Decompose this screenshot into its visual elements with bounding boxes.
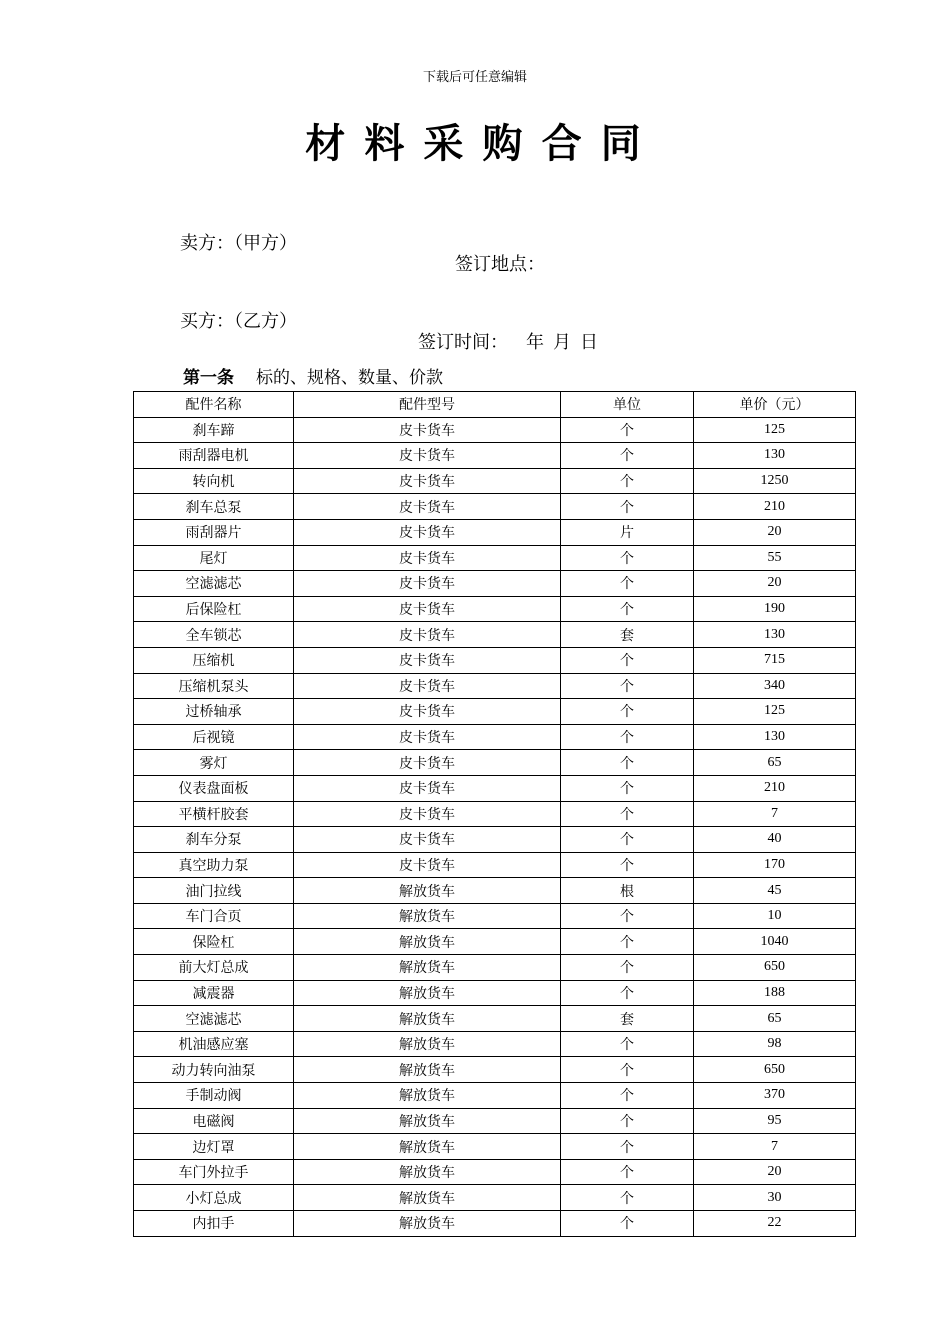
cell-part-name: 全车锁芯 <box>134 622 294 648</box>
cell-part-name: 后保险杠 <box>134 596 294 622</box>
table-row <box>134 903 856 929</box>
cell-unit: 个 <box>561 1134 694 1160</box>
cell-part-name: 手制动阀 <box>134 1083 294 1109</box>
buyer-line <box>0 286 950 352</box>
cell-unit: 个 <box>561 699 694 725</box>
cell-part-model: 皮卡货车 <box>294 519 561 545</box>
cell-part-name: 雨刮器片 <box>134 519 294 545</box>
cell-part-name: 压缩机 <box>134 647 294 673</box>
cell-unit: 根 <box>561 878 694 904</box>
table-row <box>134 519 856 545</box>
cell-part-model: 皮卡货车 <box>294 699 561 725</box>
cell-unit: 个 <box>561 1108 694 1134</box>
cell-unit: 个 <box>561 1031 694 1057</box>
cell-unit: 个 <box>561 724 694 750</box>
header-unit: 单位 <box>561 392 694 418</box>
cell-unit-price: 20 <box>694 571 856 597</box>
cell-unit: 个 <box>561 929 694 955</box>
cell-unit: 个 <box>561 801 694 827</box>
cell-unit: 个 <box>561 468 694 494</box>
seller-line <box>0 208 950 274</box>
cell-part-name: 空滤滤芯 <box>134 1006 294 1032</box>
table-row <box>134 775 856 801</box>
cell-part-name: 刹车总泵 <box>134 494 294 520</box>
cell-unit-price: 45 <box>694 878 856 904</box>
header-unit-price: 单价（元） <box>694 392 856 418</box>
cell-part-name: 油门拉线 <box>134 878 294 904</box>
cell-unit-price: 65 <box>694 750 856 776</box>
table-row <box>134 417 856 443</box>
table-row <box>134 699 856 725</box>
cell-unit: 套 <box>561 1006 694 1032</box>
table-header-row <box>134 392 856 418</box>
cell-unit: 个 <box>561 775 694 801</box>
cell-unit: 个 <box>561 443 694 469</box>
cell-unit: 个 <box>561 596 694 622</box>
table-row <box>134 878 856 904</box>
table-row <box>134 1185 856 1211</box>
cell-part-name: 边灯罩 <box>134 1134 294 1160</box>
cell-part-name: 小灯总成 <box>134 1185 294 1211</box>
table-row <box>134 468 856 494</box>
cell-part-model: 皮卡货车 <box>294 724 561 750</box>
table-row <box>134 1083 856 1109</box>
cell-unit: 个 <box>561 903 694 929</box>
cell-part-name: 压缩机泵头 <box>134 673 294 699</box>
parts-table-body <box>134 417 856 1236</box>
seller-label: 卖方：（甲方） <box>180 233 297 253</box>
table-row <box>134 1057 856 1083</box>
table-row <box>134 673 856 699</box>
cell-unit: 个 <box>561 955 694 981</box>
table-row <box>134 955 856 981</box>
cell-unit-price: 650 <box>694 955 856 981</box>
cell-part-model: 解放货车 <box>294 1134 561 1160</box>
cell-unit: 个 <box>561 980 694 1006</box>
cell-part-model: 解放货车 <box>294 903 561 929</box>
cell-part-name: 仪表盘面板 <box>134 775 294 801</box>
cell-part-model: 解放货车 <box>294 955 561 981</box>
cell-part-model: 解放货车 <box>294 1108 561 1134</box>
cell-unit: 个 <box>561 1159 694 1185</box>
table-row <box>134 571 856 597</box>
cell-part-model: 皮卡货车 <box>294 545 561 571</box>
cell-unit-price: 55 <box>694 545 856 571</box>
buyer-label: 买方：（乙方） <box>180 311 297 331</box>
cell-part-model: 解放货车 <box>294 1083 561 1109</box>
cell-part-model: 解放货车 <box>294 1031 561 1057</box>
cell-unit-price: 30 <box>694 1185 856 1211</box>
cell-part-model: 解放货车 <box>294 980 561 1006</box>
cell-part-model: 皮卡货车 <box>294 571 561 597</box>
cell-part-name: 机油感应塞 <box>134 1031 294 1057</box>
cell-unit: 个 <box>561 852 694 878</box>
cell-unit-price: 125 <box>694 417 856 443</box>
clause-one-number: 第一条 <box>183 368 234 387</box>
cell-unit: 个 <box>561 1057 694 1083</box>
cell-unit-price: 170 <box>694 852 856 878</box>
cell-part-name: 尾灯 <box>134 545 294 571</box>
cell-unit-price: 370 <box>694 1083 856 1109</box>
table-row <box>134 1211 856 1237</box>
cell-part-name: 前大灯总成 <box>134 955 294 981</box>
table-row <box>134 494 856 520</box>
cell-part-model: 皮卡货车 <box>294 801 561 827</box>
edit-note: 下载后可任意编辑 <box>422 69 527 84</box>
cell-part-model: 皮卡货车 <box>294 852 561 878</box>
cell-unit-price: 98 <box>694 1031 856 1057</box>
cell-part-model: 解放货车 <box>294 1057 561 1083</box>
cell-unit-price: 715 <box>694 647 856 673</box>
sign-place-label: 签订地点： <box>455 254 545 274</box>
table-row <box>134 1159 856 1185</box>
table-row <box>134 750 856 776</box>
document-title: 材 料 采 购 合 同 <box>305 122 645 166</box>
cell-unit-price: 10 <box>694 903 856 929</box>
cell-part-name: 平横杆胶套 <box>134 801 294 827</box>
header-part-model: 配件型号 <box>294 392 561 418</box>
cell-unit-price: 130 <box>694 443 856 469</box>
cell-part-model: 皮卡货车 <box>294 827 561 853</box>
cell-part-name: 雨刮器电机 <box>134 443 294 469</box>
cell-part-name: 空滤滤芯 <box>134 571 294 597</box>
cell-part-model: 皮卡货车 <box>294 443 561 469</box>
table-row <box>134 929 856 955</box>
cell-unit: 片 <box>561 519 694 545</box>
cell-part-model: 皮卡货车 <box>294 622 561 648</box>
cell-unit: 个 <box>561 494 694 520</box>
cell-unit: 个 <box>561 750 694 776</box>
cell-part-model: 皮卡货车 <box>294 596 561 622</box>
table-row <box>134 1031 856 1057</box>
table-row <box>134 443 856 469</box>
cell-part-model: 皮卡货车 <box>294 494 561 520</box>
cell-unit: 个 <box>561 827 694 853</box>
cell-part-name: 动力转向油泵 <box>134 1057 294 1083</box>
cell-part-name: 内扣手 <box>134 1211 294 1237</box>
cell-unit-price: 1040 <box>694 929 856 955</box>
table-row <box>134 622 856 648</box>
cell-part-model: 解放货车 <box>294 929 561 955</box>
cell-part-name: 刹车分泵 <box>134 827 294 853</box>
cell-unit-price: 40 <box>694 827 856 853</box>
cell-part-model: 解放货车 <box>294 1211 561 1237</box>
sign-time-label: 签订时间： 年 月 日 <box>418 332 598 352</box>
cell-unit: 个 <box>561 571 694 597</box>
cell-unit-price: 7 <box>694 1134 856 1160</box>
cell-part-model: 解放货车 <box>294 878 561 904</box>
cell-unit-price: 1250 <box>694 468 856 494</box>
cell-unit: 个 <box>561 1185 694 1211</box>
cell-unit: 套 <box>561 622 694 648</box>
table-row <box>134 1134 856 1160</box>
cell-part-name: 刹车蹄 <box>134 417 294 443</box>
cell-unit-price: 65 <box>694 1006 856 1032</box>
cell-unit-price: 210 <box>694 494 856 520</box>
cell-part-model: 皮卡货车 <box>294 750 561 776</box>
table-row <box>134 596 856 622</box>
cell-unit: 个 <box>561 647 694 673</box>
cell-unit-price: 190 <box>694 596 856 622</box>
cell-part-name: 车门外拉手 <box>134 1159 294 1185</box>
cell-unit-price: 340 <box>694 673 856 699</box>
cell-part-name: 车门合页 <box>134 903 294 929</box>
clause-one-text: 标的、规格、数量、价款 <box>256 368 443 387</box>
table-row <box>134 545 856 571</box>
table-row <box>134 852 856 878</box>
cell-part-model: 皮卡货车 <box>294 775 561 801</box>
cell-part-model: 解放货车 <box>294 1185 561 1211</box>
cell-unit-price: 130 <box>694 724 856 750</box>
header-part-name: 配件名称 <box>134 392 294 418</box>
cell-unit: 个 <box>561 1083 694 1109</box>
cell-unit-price: 20 <box>694 519 856 545</box>
cell-unit-price: 20 <box>694 1159 856 1185</box>
cell-part-name: 减震器 <box>134 980 294 1006</box>
cell-part-model: 皮卡货车 <box>294 673 561 699</box>
cell-unit-price: 125 <box>694 699 856 725</box>
table-row <box>134 827 856 853</box>
cell-part-model: 皮卡货车 <box>294 417 561 443</box>
table-row <box>134 801 856 827</box>
table-row <box>134 1006 856 1032</box>
cell-unit: 个 <box>561 417 694 443</box>
cell-part-name: 过桥轴承 <box>134 699 294 725</box>
cell-unit-price: 7 <box>694 801 856 827</box>
cell-part-name: 真空助力泵 <box>134 852 294 878</box>
cell-unit-price: 650 <box>694 1057 856 1083</box>
cell-part-model: 解放货车 <box>294 1159 561 1185</box>
cell-unit-price: 210 <box>694 775 856 801</box>
table-row <box>134 1108 856 1134</box>
cell-unit: 个 <box>561 1211 694 1237</box>
cell-unit: 个 <box>561 545 694 571</box>
parts-table <box>133 391 856 1237</box>
cell-part-model: 皮卡货车 <box>294 647 561 673</box>
cell-part-name: 转向机 <box>134 468 294 494</box>
cell-unit-price: 188 <box>694 980 856 1006</box>
cell-part-name: 保险杠 <box>134 929 294 955</box>
table-row <box>134 980 856 1006</box>
cell-unit: 个 <box>561 673 694 699</box>
cell-part-name: 电磁阀 <box>134 1108 294 1134</box>
cell-unit-price: 22 <box>694 1211 856 1237</box>
table-row <box>134 647 856 673</box>
table-row <box>134 724 856 750</box>
clause-one-line <box>183 363 443 388</box>
cell-part-name: 雾灯 <box>134 750 294 776</box>
cell-part-model: 解放货车 <box>294 1006 561 1032</box>
cell-part-model: 皮卡货车 <box>294 468 561 494</box>
cell-unit-price: 130 <box>694 622 856 648</box>
cell-unit-price: 95 <box>694 1108 856 1134</box>
cell-part-name: 后视镜 <box>134 724 294 750</box>
